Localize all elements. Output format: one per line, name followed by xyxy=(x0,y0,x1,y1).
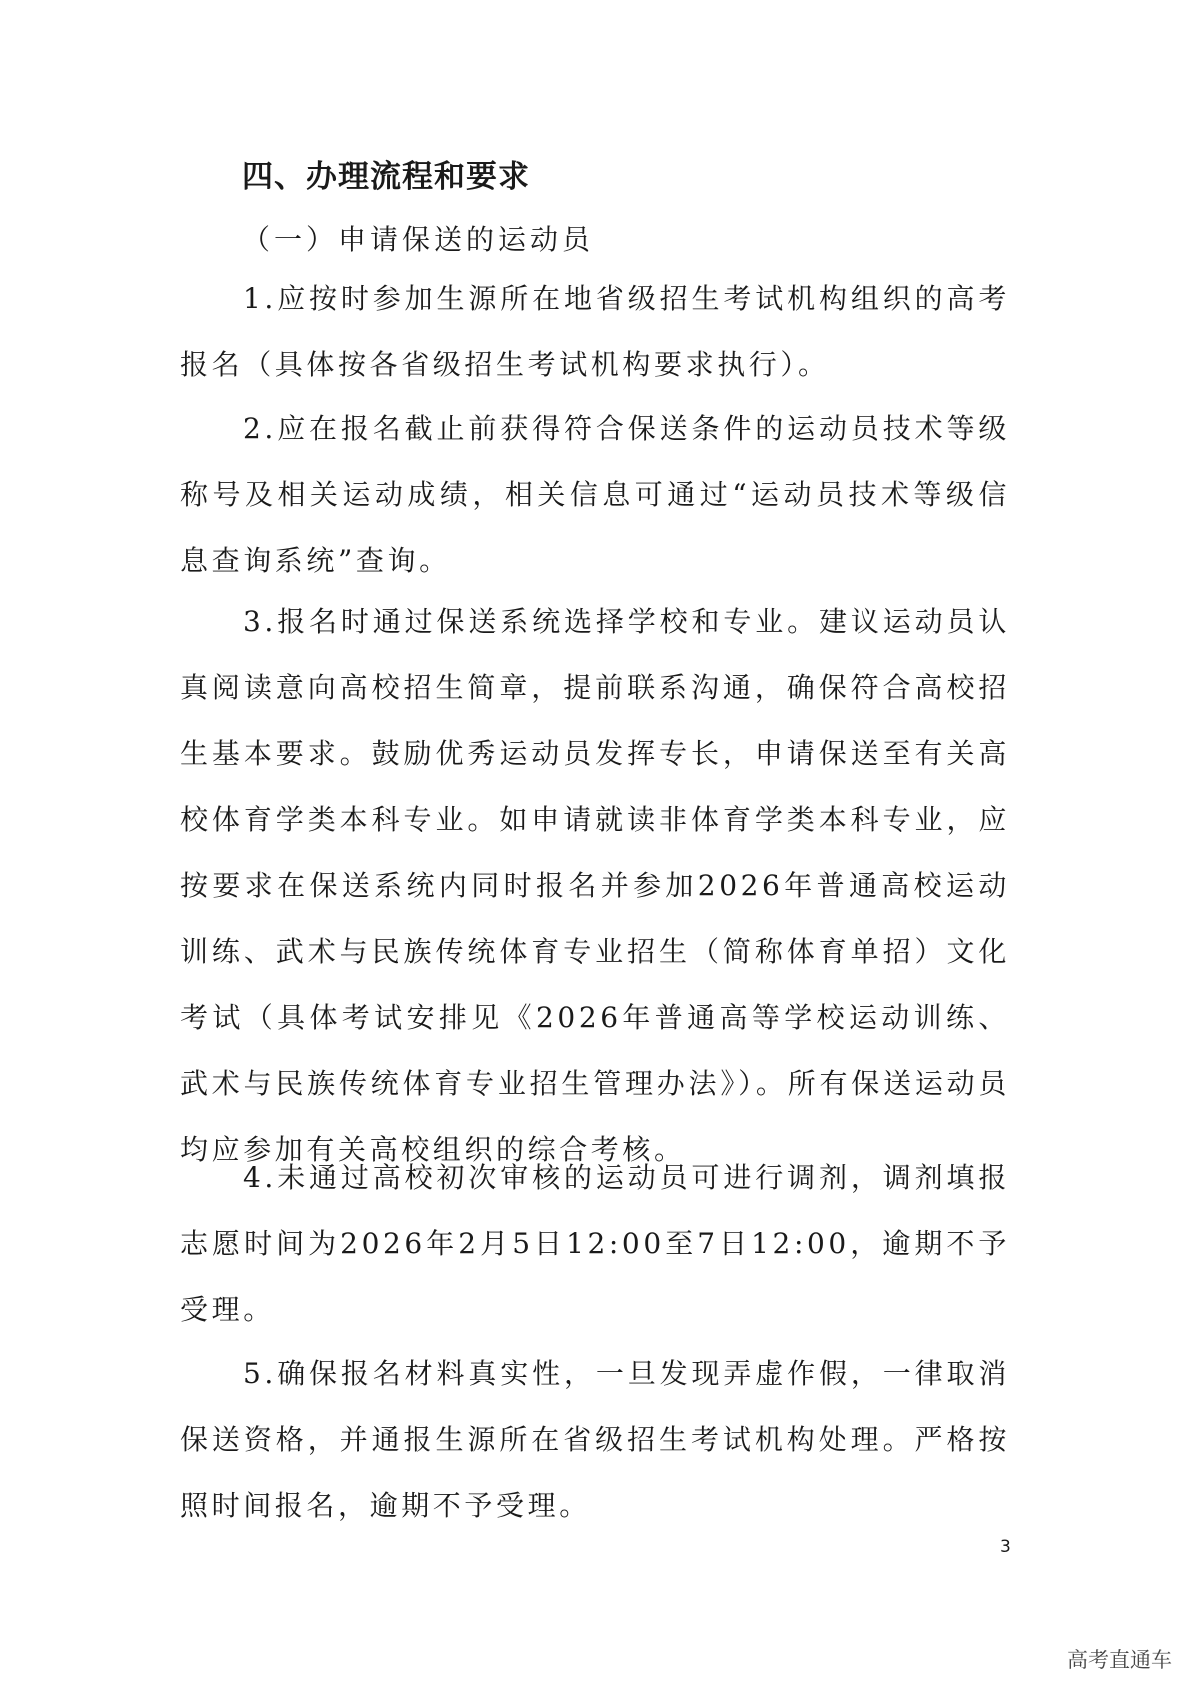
paragraph-5: 5.确保报名材料真实性，一旦发现弄虚作假，一律取消保送资格，并通报生源所在省级招生考试机构处理。严格按照时间报名，逾期不予受理。 xyxy=(180,1357,1010,1522)
subsection-heading: （一）申请保送的运动员 xyxy=(242,223,595,256)
paragraph-3: 3.报名时通过保送系统选择学校和专业。建议运动员认真阅读意向高校招生简章，提前联系沟通，确保符合高校招生基本要求。鼓励优秀运动员发挥专长，申请保送至有关高校体育学类本科专业。如申请就读非体育学类本科专业，应按要求在保送系统内同时报名并参加2026年普通高校运动训练、武术与民族传统体育专业招生（简称体育单招）文化考试（具体考试安排见《2026年普通高等学校运动训练、武术与民族传统体育专业招生管理办法》）。所有保送运动员均应参加有关高校组织的综合考核。 xyxy=(180,605,1010,1166)
section-heading: 四、办理流程和要求 xyxy=(242,159,530,195)
paragraph-2: 2.应在报名截止前获得符合保送条件的运动员技术等级称号及相关运动成绩，相关信息可通过“运动员技术等级信息查询系统”查询。 xyxy=(180,412,1010,577)
watermark-text: 高考直通车 xyxy=(1067,1648,1172,1672)
paragraph-4: 4.未通过高校初次审核的运动员可进行调剂，调剂填报志愿时间为2026年2月5日12:00至7日12:00，逾期不予受理。 xyxy=(180,1161,1010,1326)
page-number: 3 xyxy=(1000,1537,1011,1557)
paragraph-1: 1.应按时参加生源所在地省级招生考试机构组织的高考报名（具体按各省级招生考试机构要求执行）。 xyxy=(180,282,1010,381)
